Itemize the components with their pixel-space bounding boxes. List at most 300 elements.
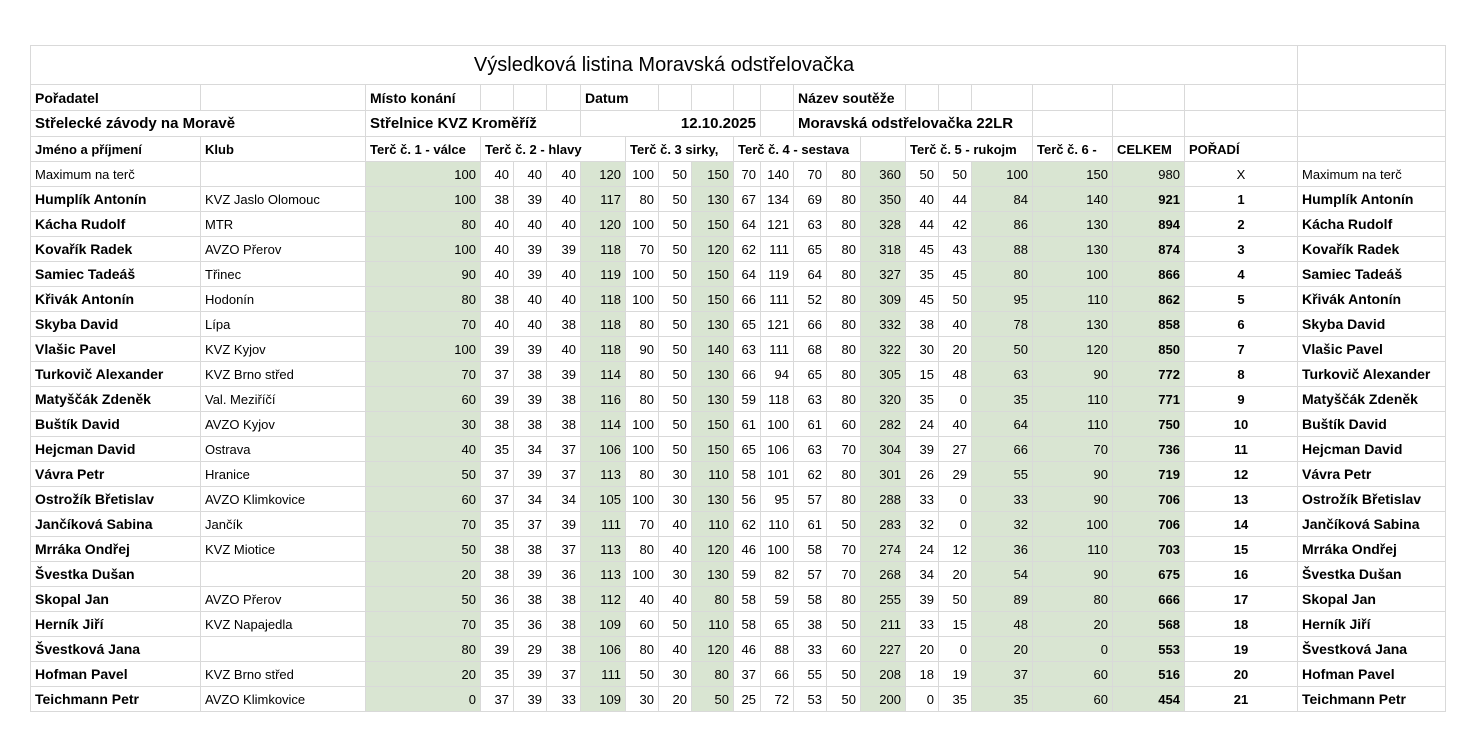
score-cell: 40 xyxy=(659,637,692,662)
score-cell: 39 xyxy=(906,437,939,462)
total-cell: 862 xyxy=(1113,287,1185,312)
score-cell: 39 xyxy=(514,387,547,412)
score-cell: 43 xyxy=(939,237,972,262)
target-total-cell: 20 xyxy=(366,562,481,587)
score-cell: 111 xyxy=(761,237,794,262)
target-total-cell: 200 xyxy=(861,687,906,712)
result-row xyxy=(31,187,1446,212)
target-total-cell: 20 xyxy=(1033,612,1113,637)
score-cell: 39 xyxy=(514,237,547,262)
target-total-cell: 54 xyxy=(972,562,1033,587)
score-cell: 38 xyxy=(481,412,514,437)
score-cell: 24 xyxy=(906,412,939,437)
club-cell: KVZ Kyjov xyxy=(201,337,366,362)
player-name-repeat-cell: Vávra Petr xyxy=(1298,462,1446,487)
player-name-cell: Skopal Jan xyxy=(31,587,201,612)
total-cell: 858 xyxy=(1113,312,1185,337)
total-cell: 454 xyxy=(1113,687,1185,712)
score-cell: 63 xyxy=(794,437,827,462)
score-cell: 90 xyxy=(626,337,659,362)
total-cell: 921 xyxy=(1113,187,1185,212)
target-total-cell: 60 xyxy=(1033,662,1113,687)
score-cell: 15 xyxy=(906,362,939,387)
target-total-cell: 70 xyxy=(366,512,481,537)
score-cell: 39 xyxy=(481,637,514,662)
score-cell: 38 xyxy=(547,387,581,412)
target-total-cell: 80 xyxy=(366,212,481,237)
target-total-cell: 119 xyxy=(581,262,626,287)
empty-cell xyxy=(1113,111,1185,137)
rank-cell: 17 xyxy=(1185,587,1298,612)
empty-cell xyxy=(939,85,972,111)
score-cell: 40 xyxy=(481,237,514,262)
score-cell: 46 xyxy=(734,637,761,662)
score-cell: 37 xyxy=(481,487,514,512)
score-cell: 80 xyxy=(827,337,861,362)
club-cell: AVZO Kyjov xyxy=(201,412,366,437)
score-cell: 39 xyxy=(514,262,547,287)
target-total-cell: 36 xyxy=(972,537,1033,562)
target-total-cell: 80 xyxy=(692,662,734,687)
total-cell: 980 xyxy=(1113,162,1185,187)
score-cell: 33 xyxy=(794,637,827,662)
target-total-cell: 64 xyxy=(972,412,1033,437)
club-cell: Ostrava xyxy=(201,437,366,462)
empty-cell xyxy=(861,137,906,162)
score-cell: 37 xyxy=(514,512,547,537)
score-cell: 50 xyxy=(659,387,692,412)
target-total-cell: 130 xyxy=(692,187,734,212)
result-row xyxy=(31,512,1446,537)
result-row xyxy=(31,162,1446,187)
empty-cell xyxy=(1185,85,1298,111)
target-total-cell: 255 xyxy=(861,587,906,612)
player-name-repeat-cell: Matyščák Zdeněk xyxy=(1298,387,1446,412)
target-total-cell: 120 xyxy=(692,537,734,562)
target-total-cell: 50 xyxy=(692,687,734,712)
score-cell: 34 xyxy=(514,437,547,462)
score-cell: 39 xyxy=(514,562,547,587)
target-total-cell: 20 xyxy=(972,637,1033,662)
target-total-cell: 130 xyxy=(692,487,734,512)
rank-cell: 12 xyxy=(1185,462,1298,487)
score-cell: 37 xyxy=(547,662,581,687)
organizer-label: Pořadatel xyxy=(31,85,201,111)
total-cell: 750 xyxy=(1113,412,1185,437)
score-cell: 48 xyxy=(939,362,972,387)
score-cell: 35 xyxy=(906,387,939,412)
score-cell: 57 xyxy=(794,562,827,587)
score-cell: 50 xyxy=(659,337,692,362)
target-total-cell: 32 xyxy=(972,512,1033,537)
empty-cell xyxy=(1033,111,1113,137)
empty-cell xyxy=(1298,46,1446,85)
total-cell: 706 xyxy=(1113,512,1185,537)
target-total-cell: 113 xyxy=(581,562,626,587)
target-total-cell: 130 xyxy=(1033,237,1113,262)
player-name-cell: Maximum na terč xyxy=(31,162,201,187)
empty-cell xyxy=(1113,85,1185,111)
target-total-cell: 50 xyxy=(366,462,481,487)
score-cell: 40 xyxy=(547,187,581,212)
player-name-repeat-cell: Ostrožík Břetislav xyxy=(1298,487,1446,512)
result-row xyxy=(31,562,1446,587)
target-total-cell: 150 xyxy=(692,287,734,312)
target-total-cell: 322 xyxy=(861,337,906,362)
player-name-repeat-cell: Mrráka Ondřej xyxy=(1298,537,1446,562)
total-cell: 516 xyxy=(1113,662,1185,687)
score-cell: 35 xyxy=(481,662,514,687)
score-cell: 38 xyxy=(514,412,547,437)
score-cell: 67 xyxy=(734,187,761,212)
score-cell: 40 xyxy=(659,512,692,537)
score-cell: 65 xyxy=(761,612,794,637)
player-name-cell: Vávra Petr xyxy=(31,462,201,487)
score-cell: 80 xyxy=(626,537,659,562)
target-total-cell: 80 xyxy=(1033,587,1113,612)
venue-label: Místo konání xyxy=(366,85,481,111)
target-total-cell: 40 xyxy=(366,437,481,462)
target-total-cell: 60 xyxy=(366,487,481,512)
total-cell: 866 xyxy=(1113,262,1185,287)
target-total-cell: 50 xyxy=(366,587,481,612)
rank-cell: 3 xyxy=(1185,237,1298,262)
score-cell: 30 xyxy=(906,337,939,362)
club-cell: KVZ Jaslo Olomouc xyxy=(201,187,366,212)
target-total-cell: 60 xyxy=(366,387,481,412)
score-cell: 50 xyxy=(827,662,861,687)
target-total-cell: 80 xyxy=(366,637,481,662)
target-total-cell: 118 xyxy=(581,312,626,337)
player-name-cell: Samiec Tadeáš xyxy=(31,262,201,287)
target-total-cell: 288 xyxy=(861,487,906,512)
club-cell: KVZ Miotice xyxy=(201,537,366,562)
score-cell: 40 xyxy=(939,412,972,437)
score-cell: 39 xyxy=(514,462,547,487)
column-header-target4: Terč č. 4 - sestava xyxy=(734,137,861,162)
score-cell: 140 xyxy=(761,162,794,187)
empty-cell xyxy=(659,85,692,111)
score-cell: 80 xyxy=(626,387,659,412)
score-cell: 33 xyxy=(906,487,939,512)
score-cell: 60 xyxy=(827,637,861,662)
score-cell: 38 xyxy=(906,312,939,337)
target-total-cell: 140 xyxy=(692,337,734,362)
target-total-cell: 86 xyxy=(972,212,1033,237)
score-cell: 34 xyxy=(547,487,581,512)
target-total-cell: 140 xyxy=(1033,187,1113,212)
empty-cell xyxy=(906,85,939,111)
target-total-cell: 110 xyxy=(1033,537,1113,562)
target-total-cell: 150 xyxy=(1033,162,1113,187)
score-cell: 118 xyxy=(761,387,794,412)
target-total-cell: 309 xyxy=(861,287,906,312)
rank-cell: 5 xyxy=(1185,287,1298,312)
score-cell: 38 xyxy=(514,362,547,387)
target-total-cell: 305 xyxy=(861,362,906,387)
score-cell: 62 xyxy=(734,237,761,262)
score-cell: 38 xyxy=(514,537,547,562)
rank-cell: 2 xyxy=(1185,212,1298,237)
score-cell: 50 xyxy=(906,162,939,187)
player-name-cell: Hofman Pavel xyxy=(31,662,201,687)
target-total-cell: 100 xyxy=(366,187,481,212)
target-total-cell: 106 xyxy=(581,637,626,662)
player-name-cell: Kácha Rudolf xyxy=(31,212,201,237)
score-cell: 65 xyxy=(794,237,827,262)
target-total-cell: 89 xyxy=(972,587,1033,612)
score-cell: 38 xyxy=(514,587,547,612)
score-cell: 40 xyxy=(626,587,659,612)
player-name-repeat-cell: Kovařík Radek xyxy=(1298,237,1446,262)
score-cell: 80 xyxy=(827,312,861,337)
score-cell: 50 xyxy=(659,187,692,212)
score-cell: 94 xyxy=(761,362,794,387)
player-name-cell: Hejcman David xyxy=(31,437,201,462)
score-cell: 50 xyxy=(659,262,692,287)
target-total-cell: 66 xyxy=(972,437,1033,462)
score-cell: 26 xyxy=(906,462,939,487)
target-total-cell: 118 xyxy=(581,237,626,262)
club-cell: AVZO Přerov xyxy=(201,587,366,612)
score-cell: 50 xyxy=(827,612,861,637)
score-cell: 30 xyxy=(659,487,692,512)
target-total-cell: 35 xyxy=(972,687,1033,712)
score-cell: 58 xyxy=(794,587,827,612)
score-cell: 100 xyxy=(626,412,659,437)
score-cell: 63 xyxy=(734,337,761,362)
score-cell: 65 xyxy=(734,437,761,462)
score-cell: 50 xyxy=(827,512,861,537)
score-cell: 40 xyxy=(547,162,581,187)
result-row xyxy=(31,387,1446,412)
score-cell: 50 xyxy=(659,437,692,462)
score-cell: 40 xyxy=(547,262,581,287)
score-cell: 58 xyxy=(734,462,761,487)
empty-cell xyxy=(547,85,581,111)
column-header-total: CELKEM xyxy=(1113,137,1185,162)
score-cell: 27 xyxy=(939,437,972,462)
target-total-cell: 90 xyxy=(1033,487,1113,512)
score-cell: 80 xyxy=(827,587,861,612)
score-cell: 50 xyxy=(659,212,692,237)
score-cell: 36 xyxy=(547,562,581,587)
score-cell: 100 xyxy=(626,212,659,237)
club-cell: AVZO Přerov xyxy=(201,237,366,262)
target-total-cell: 60 xyxy=(1033,687,1113,712)
result-row xyxy=(31,212,1446,237)
empty-cell xyxy=(1298,85,1446,111)
competition-value: Moravská odstřelovačka 22LR xyxy=(794,111,1033,137)
column-header-club: Klub xyxy=(201,137,366,162)
score-cell: 40 xyxy=(481,162,514,187)
score-cell: 80 xyxy=(827,237,861,262)
score-cell: 68 xyxy=(794,337,827,362)
score-cell: 61 xyxy=(794,512,827,537)
target-total-cell: 114 xyxy=(581,362,626,387)
score-cell: 80 xyxy=(626,362,659,387)
target-total-cell: 118 xyxy=(581,287,626,312)
target-total-cell: 0 xyxy=(366,687,481,712)
score-cell: 40 xyxy=(514,212,547,237)
target-total-cell: 327 xyxy=(861,262,906,287)
score-cell: 35 xyxy=(906,262,939,287)
total-cell: 568 xyxy=(1113,612,1185,637)
score-cell: 58 xyxy=(734,587,761,612)
score-cell: 29 xyxy=(514,637,547,662)
score-cell: 59 xyxy=(761,587,794,612)
empty-cell xyxy=(734,85,761,111)
score-cell: 37 xyxy=(547,462,581,487)
score-cell: 39 xyxy=(481,337,514,362)
score-cell: 29 xyxy=(939,462,972,487)
total-cell: 736 xyxy=(1113,437,1185,462)
player-name-repeat-cell: Samiec Tadeáš xyxy=(1298,262,1446,287)
player-name-cell: Matyščák Zdeněk xyxy=(31,387,201,412)
total-cell: 675 xyxy=(1113,562,1185,587)
club-cell: AVZO Klimkovice xyxy=(201,687,366,712)
score-cell: 100 xyxy=(626,437,659,462)
score-cell: 106 xyxy=(761,437,794,462)
score-cell: 30 xyxy=(659,662,692,687)
score-cell: 70 xyxy=(827,562,861,587)
score-cell: 111 xyxy=(761,287,794,312)
score-cell: 64 xyxy=(734,212,761,237)
score-cell: 100 xyxy=(626,162,659,187)
score-cell: 40 xyxy=(547,212,581,237)
rank-cell: 14 xyxy=(1185,512,1298,537)
target-total-cell: 80 xyxy=(366,287,481,312)
player-name-repeat-cell: Kácha Rudolf xyxy=(1298,212,1446,237)
score-cell: 66 xyxy=(734,287,761,312)
score-cell: 24 xyxy=(906,537,939,562)
player-name-repeat-cell: Maximum na terč xyxy=(1298,162,1446,187)
target-total-cell: 318 xyxy=(861,237,906,262)
score-cell: 40 xyxy=(514,287,547,312)
score-cell: 50 xyxy=(659,612,692,637)
column-header-name: Jméno a příjmení xyxy=(31,137,201,162)
score-cell: 50 xyxy=(659,312,692,337)
empty-cell xyxy=(761,85,794,111)
score-cell: 100 xyxy=(761,537,794,562)
column-header-target5: Terč č. 5 - rukojm xyxy=(906,137,1033,162)
result-row xyxy=(31,237,1446,262)
score-cell: 100 xyxy=(761,412,794,437)
target-total-cell: 211 xyxy=(861,612,906,637)
rank-cell: 20 xyxy=(1185,662,1298,687)
club-cell xyxy=(201,637,366,662)
score-cell: 19 xyxy=(939,662,972,687)
score-cell: 69 xyxy=(794,187,827,212)
empty-cell xyxy=(201,85,366,111)
target-total-cell: 150 xyxy=(692,412,734,437)
result-row xyxy=(31,437,1446,462)
score-cell: 80 xyxy=(827,487,861,512)
score-cell: 39 xyxy=(481,387,514,412)
score-cell: 0 xyxy=(939,387,972,412)
player-name-repeat-cell: Hejcman David xyxy=(1298,437,1446,462)
score-cell: 55 xyxy=(794,662,827,687)
score-cell: 38 xyxy=(547,637,581,662)
score-cell: 39 xyxy=(514,337,547,362)
player-name-cell: Ostrožík Břetislav xyxy=(31,487,201,512)
empty-cell xyxy=(481,85,514,111)
score-cell: 38 xyxy=(481,562,514,587)
score-cell: 50 xyxy=(659,412,692,437)
empty-cell xyxy=(1185,111,1298,137)
score-cell: 39 xyxy=(906,587,939,612)
total-cell: 706 xyxy=(1113,487,1185,512)
result-row xyxy=(31,487,1446,512)
target-total-cell: 113 xyxy=(581,537,626,562)
total-cell: 553 xyxy=(1113,637,1185,662)
score-cell: 72 xyxy=(761,687,794,712)
total-cell: 850 xyxy=(1113,337,1185,362)
score-cell: 35 xyxy=(939,687,972,712)
player-name-repeat-cell: Křivák Antonín xyxy=(1298,287,1446,312)
score-cell: 36 xyxy=(514,612,547,637)
score-cell: 40 xyxy=(481,262,514,287)
score-cell: 110 xyxy=(761,512,794,537)
target-total-cell: 110 xyxy=(1033,387,1113,412)
target-total-cell: 130 xyxy=(692,562,734,587)
column-header-target6: Terč č. 6 - xyxy=(1033,137,1113,162)
target-total-cell: 70 xyxy=(366,362,481,387)
target-total-cell: 50 xyxy=(366,537,481,562)
player-name-cell: Křivák Antonín xyxy=(31,287,201,312)
score-cell: 37 xyxy=(481,362,514,387)
target-total-cell: 90 xyxy=(1033,462,1113,487)
score-cell: 40 xyxy=(906,187,939,212)
rank-cell: 16 xyxy=(1185,562,1298,587)
player-name-cell: Vlašic Pavel xyxy=(31,337,201,362)
target-total-cell: 110 xyxy=(692,462,734,487)
rank-cell: X xyxy=(1185,162,1298,187)
result-row xyxy=(31,537,1446,562)
score-cell: 38 xyxy=(481,187,514,212)
info-values-row xyxy=(31,111,1446,137)
target-total-cell: 88 xyxy=(972,237,1033,262)
club-cell: Jančík xyxy=(201,512,366,537)
score-cell: 80 xyxy=(626,462,659,487)
target-total-cell: 70 xyxy=(366,612,481,637)
score-cell: 100 xyxy=(626,487,659,512)
target-total-cell: 95 xyxy=(972,287,1033,312)
result-row xyxy=(31,637,1446,662)
score-cell: 60 xyxy=(827,412,861,437)
rank-cell: 9 xyxy=(1185,387,1298,412)
club-cell: Třinec xyxy=(201,262,366,287)
score-cell: 70 xyxy=(827,437,861,462)
rank-cell: 15 xyxy=(1185,537,1298,562)
target-total-cell: 0 xyxy=(1033,637,1113,662)
score-cell: 52 xyxy=(794,287,827,312)
score-cell: 40 xyxy=(547,337,581,362)
score-cell: 39 xyxy=(514,187,547,212)
page-title: Výsledková listina Moravská odstřelovačka xyxy=(31,46,1298,85)
target-total-cell: 113 xyxy=(581,462,626,487)
player-name-cell: Herník Jiří xyxy=(31,612,201,637)
score-cell: 20 xyxy=(659,687,692,712)
club-cell: AVZO Klimkovice xyxy=(201,487,366,512)
target-total-cell: 130 xyxy=(692,387,734,412)
result-row xyxy=(31,312,1446,337)
empty-cell xyxy=(1298,111,1446,137)
score-cell: 95 xyxy=(761,487,794,512)
target-total-cell: 150 xyxy=(692,437,734,462)
target-total-cell: 114 xyxy=(581,412,626,437)
score-cell: 38 xyxy=(794,612,827,637)
